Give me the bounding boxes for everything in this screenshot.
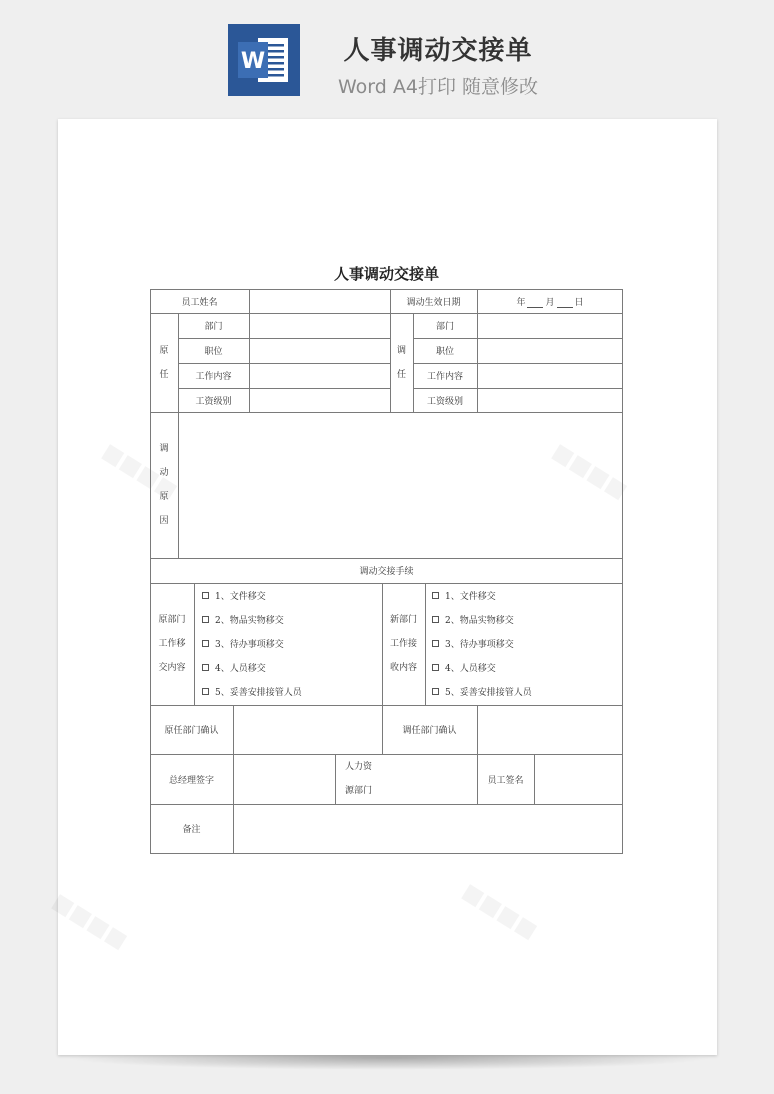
new-post-group-label: 调 任 (396, 345, 406, 380)
transfer-reason-label: 调 动 原 因 (159, 444, 169, 526)
checkbox[interactable] (432, 640, 439, 647)
effective-date-field[interactable] (477, 289, 623, 313)
orig-salary-level-field[interactable] (249, 388, 390, 412)
checklist-item[interactable]: 2、物品实物移交 (202, 613, 284, 626)
checkbox[interactable] (432, 688, 439, 695)
gm-sign-label: 总经理签字 (168, 775, 214, 786)
hr-dept-field[interactable] (382, 754, 477, 804)
handover-out-checklist (194, 583, 382, 705)
transfer-form (150, 289, 623, 854)
checkbox[interactable] (202, 616, 209, 623)
word-icon (228, 24, 300, 96)
orig-dept-field[interactable] (249, 313, 390, 338)
checklist-item[interactable]: 5、妥善安排接管人员 (432, 685, 532, 698)
new-dept-confirm-field[interactable] (477, 705, 623, 754)
orig-dept-confirm-label: 原任部门确认 (164, 726, 219, 736)
document-title: 人事调动交接单 (333, 265, 439, 283)
orig-position-field[interactable] (249, 338, 390, 363)
gm-sign-field[interactable] (233, 754, 335, 804)
new-dept-field[interactable] (477, 313, 623, 338)
effective-date-label: 调动生效日期 (406, 297, 461, 308)
date-year-label: 年 (516, 297, 526, 308)
day-blank[interactable] (557, 298, 573, 308)
header-subtitle: Word A4打印 随意修改 (337, 76, 538, 98)
date-month-label: 月 (545, 297, 555, 308)
original-post-group-label: 原 任 (159, 345, 169, 380)
new-work-content-field[interactable] (477, 363, 623, 388)
new-salary-level-field[interactable] (477, 388, 623, 412)
handover-out-label: 原部门 工作移 交内容 (158, 615, 186, 673)
checklist-item[interactable]: 5、妥善安排接管人员 (202, 685, 302, 698)
checkbox[interactable] (202, 664, 209, 671)
checklist-item[interactable]: 4、人员移交 (432, 661, 496, 674)
checkbox[interactable] (432, 616, 439, 623)
orig-work-content-label: 工作内容 (195, 372, 232, 382)
svg-text:W: W (240, 49, 266, 74)
employee-sign-field[interactable] (534, 754, 623, 804)
month-blank[interactable] (527, 298, 543, 308)
employee-name-field[interactable] (249, 289, 390, 313)
checklist-item[interactable]: 4、人员移交 (202, 661, 266, 674)
new-dept-label: 部门 (435, 322, 454, 332)
new-dept-confirm-label: 调任部门确认 (402, 726, 457, 736)
checklist-item[interactable]: 3、待办事项移交 (432, 637, 514, 650)
orig-dept-confirm-field[interactable] (233, 705, 382, 754)
orig-salary-level-label: 工资级别 (195, 396, 232, 407)
checkbox[interactable] (432, 664, 439, 671)
date-day-label: 日 (574, 297, 584, 308)
hr-dept-label: 人力资 源部门 (344, 762, 372, 796)
watermark (458, 879, 542, 944)
checkbox[interactable] (432, 592, 439, 599)
employee-sign-label: 员工签名 (487, 775, 524, 786)
orig-work-content-field[interactable] (249, 363, 390, 388)
checkbox[interactable] (202, 640, 209, 647)
checkbox[interactable] (202, 688, 209, 695)
orig-position-label: 职位 (204, 347, 223, 357)
orig-dept-label: 部门 (204, 322, 223, 332)
header-title: 人事调动交接单 (343, 36, 533, 66)
new-position-field[interactable] (477, 338, 623, 363)
handover-section-label: 调动交接手续 (359, 567, 414, 577)
checklist-item[interactable]: 1、文件移交 (432, 589, 496, 602)
checklist-item[interactable]: 1、文件移交 (202, 589, 266, 602)
remarks-label: 备注 (182, 825, 201, 835)
checklist-item[interactable]: 3、待办事项移交 (202, 637, 284, 650)
new-position-label: 职位 (435, 347, 454, 357)
employee-name-label: 员工姓名 (181, 297, 218, 308)
watermark (48, 889, 132, 954)
handover-in-checklist (425, 583, 623, 705)
handover-in-label: 新部门 工作接 收内容 (389, 615, 417, 673)
checkbox[interactable] (202, 592, 209, 599)
new-salary-level-label: 工资级别 (426, 396, 463, 407)
new-work-content-label: 工作内容 (426, 372, 463, 382)
remarks-field[interactable] (233, 804, 623, 853)
checklist-item[interactable]: 2、物品实物移交 (432, 613, 514, 626)
transfer-reason-field[interactable] (178, 412, 623, 558)
